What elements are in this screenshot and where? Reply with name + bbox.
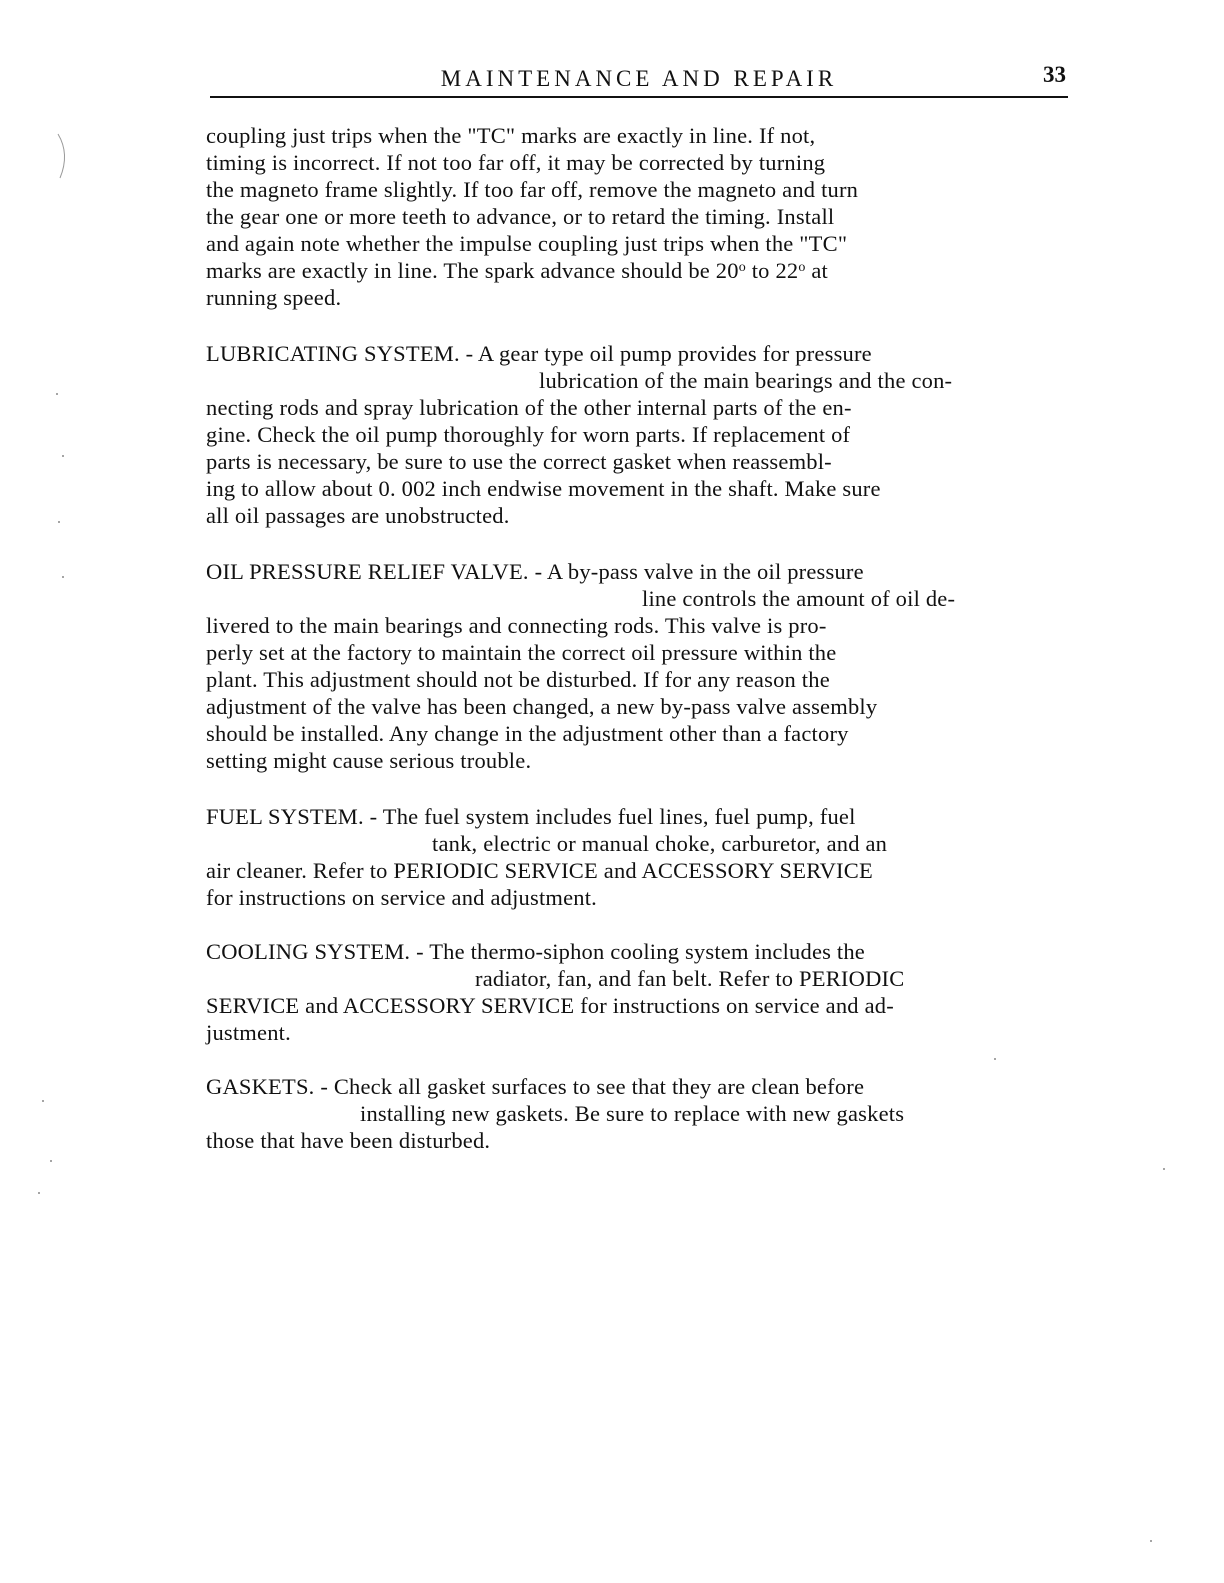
text-line: justment.: [206, 1020, 291, 1045]
scan-speck: [50, 1160, 52, 1162]
text-line: tank, electric or manual choke, carburetor, and an: [432, 831, 888, 856]
text-line: setting might cause serious trouble.: [206, 748, 532, 773]
text-line: gine. Check the oil pump thoroughly for worn parts. If replacement of: [206, 422, 851, 447]
scan-speck: [1150, 1540, 1152, 1542]
text-line: perly set at the factory to maintain the correct oil pressure within the: [206, 640, 837, 665]
text-line: ing to allow about 0. 002 inch endwise movement in the shaft. Make sure: [206, 476, 881, 501]
scan-speck: [58, 521, 60, 523]
text-line: the magneto frame slightly. If too far off, remove the magneto and turn: [206, 177, 859, 202]
section-heading: FUEL SYSTEM.: [206, 804, 364, 829]
degree-mark: o: [738, 260, 746, 275]
text-line: livered to the main bearings and connecting rods. This valve is pro-: [206, 613, 827, 638]
text-line: parts is necessary, be sure to use the correct gasket when reassembl-: [206, 449, 832, 474]
section-first-line: [206, 803, 856, 830]
text-line: timing is incorrect. If not too far off, it may be corrected by turning: [206, 150, 826, 175]
text-line: plant. This adjustment should not be disturbed. If for any reason the: [206, 667, 830, 692]
text-line: running speed.: [206, 285, 342, 310]
text-line: lubrication of the main bearings and the con-: [539, 368, 953, 393]
text-line: for instructions on service and adjustment.: [206, 885, 598, 910]
text-line: line controls the amount of oil de-: [642, 586, 956, 611]
section-heading: LUBRICATING SYSTEM.: [206, 341, 460, 366]
page-number: 33: [1043, 62, 1066, 87]
section-first-line: [206, 340, 872, 367]
scan-speck: [62, 455, 64, 457]
scan-speck: [994, 1058, 996, 1060]
scan-speck: [56, 393, 58, 395]
text-line: installing new gaskets. Be sure to replace with new gaskets: [360, 1101, 905, 1126]
section-heading: COOLING SYSTEM.: [206, 939, 411, 964]
text-line: and again note whether the impulse coupling just trips when the "TC": [206, 231, 848, 256]
scan-speck: [38, 1192, 40, 1194]
section-heading: OIL PRESSURE RELIEF VALVE.: [206, 559, 529, 584]
text-line: adjustment of the valve has been changed, a new by-pass valve assembly: [206, 694, 878, 719]
section-first-line: [206, 558, 864, 585]
scan-speck: [62, 576, 64, 578]
text-line: the gear one or more teeth to advance, or to retard the timing. Install: [206, 204, 835, 229]
text-span: - The fuel system includes fuel lines, fuel pump, fuel: [363, 804, 856, 829]
text-line: should be installed. Any change in the adjustment other than a factory: [206, 721, 849, 746]
text-span: - The thermo-siphon cooling system includes the: [410, 939, 865, 964]
running-title: MAINTENANCE AND REPAIR: [440, 66, 838, 91]
text-span: at: [805, 258, 829, 283]
text-span: to 22: [745, 258, 799, 283]
text-line: coupling just trips when the "TC" marks are exactly in line. If not,: [206, 123, 816, 148]
section-first-line: [206, 938, 865, 965]
text-span: marks are exactly in line. The spark advance should be 20: [206, 258, 739, 283]
scan-artifact: [54, 132, 74, 182]
section-first-line: [206, 1073, 864, 1100]
text-line: those that have been disturbed.: [206, 1128, 491, 1153]
section-heading: GASKETS.: [206, 1074, 315, 1099]
text-line: all oil passages are unobstructed.: [206, 503, 510, 528]
text-line: SERVICE and ACCESSORY SERVICE for instructions on service and ad-: [206, 993, 894, 1018]
text-span: - A by-pass valve in the oil pressure: [528, 559, 864, 584]
text-line: necting rods and spray lubrication of the other internal parts of the en-: [206, 395, 852, 420]
text-line: radiator, fan, and fan belt. Refer to PERIODIC: [475, 966, 905, 991]
scan-speck: [1163, 1168, 1165, 1170]
scan-speck: [42, 1100, 44, 1102]
page-header: [210, 62, 1068, 98]
degree-mark: o: [798, 260, 806, 275]
text-line: air cleaner. Refer to PERIODIC SERVICE and ACCESSORY SERVICE: [206, 858, 873, 883]
text-span: - A gear type oil pump provides for pressure: [459, 341, 872, 366]
text-span: - Check all gasket surfaces to see that they are clean before: [314, 1074, 865, 1099]
spark-advance-line: [206, 257, 828, 284]
